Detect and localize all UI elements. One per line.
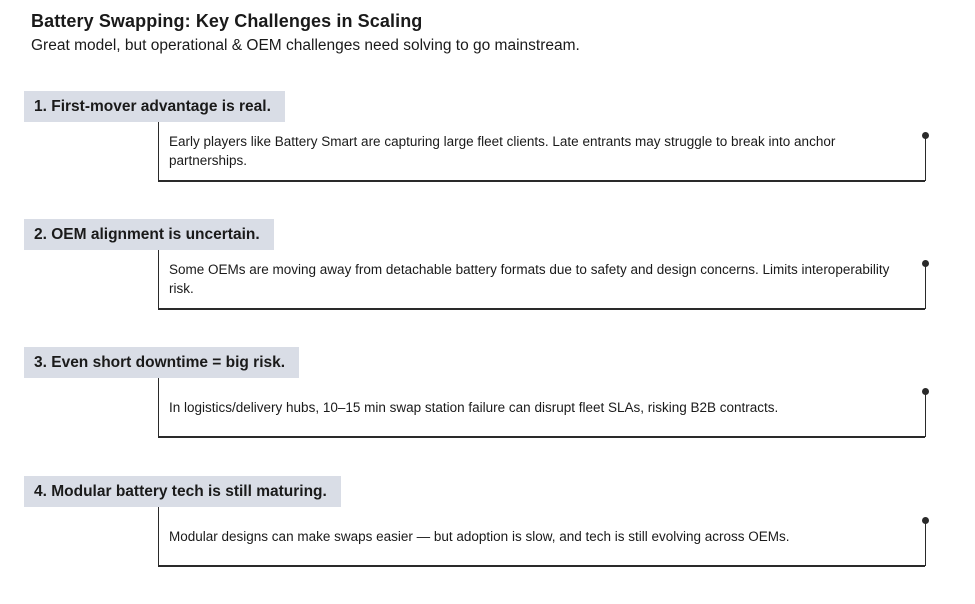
connector-line: [925, 264, 927, 309]
challenge-body-box: [158, 507, 925, 567]
connector-dot-icon: [922, 517, 929, 524]
connector-line: [925, 136, 927, 181]
connector-line: [925, 521, 927, 566]
challenge-section-2: [0, 219, 975, 347]
connector-dot-icon: [922, 388, 929, 395]
challenge-description: In logistics/delivery hubs, 10–15 min swap station failure can disrupt fleet SLAs, risking B2B contracts.: [169, 399, 779, 415]
challenge-heading: 4. Modular battery tech is still maturing.: [24, 476, 341, 507]
challenge-heading: 1. First-mover advantage is real.: [24, 91, 285, 122]
page-title: Battery Swapping: Key Challenges in Scaling: [31, 11, 423, 31]
challenge-body-box: [158, 250, 925, 310]
connector-line: [925, 392, 927, 437]
challenge-section-3: [0, 347, 975, 475]
challenge-section-4: [0, 476, 975, 604]
challenge-body-box: [158, 378, 925, 438]
page-subtitle: Great model, but operational & OEM challenges need solving to go mainstream.: [31, 37, 580, 54]
challenge-description: Early players like Battery Smart are capturing large fleet clients. Late entrants may struggle to break into anchor partnerships.: [169, 134, 836, 168]
challenge-description: Some OEMs are moving away from detachable battery formats due to safety and design concerns. Limits interoperability risk.: [169, 262, 890, 296]
challenge-section-1: [0, 91, 975, 219]
challenge-heading: 2. OEM alignment is uncertain.: [24, 219, 274, 250]
connector-dot-icon: [922, 132, 929, 139]
connector-dot-icon: [922, 260, 929, 267]
challenge-description: Modular designs can make swaps easier — but adoption is slow, and tech is still evolving across OEMs.: [169, 528, 790, 544]
challenge-heading: 3. Even short downtime = big risk.: [24, 347, 299, 378]
challenge-body-box: [158, 122, 925, 182]
